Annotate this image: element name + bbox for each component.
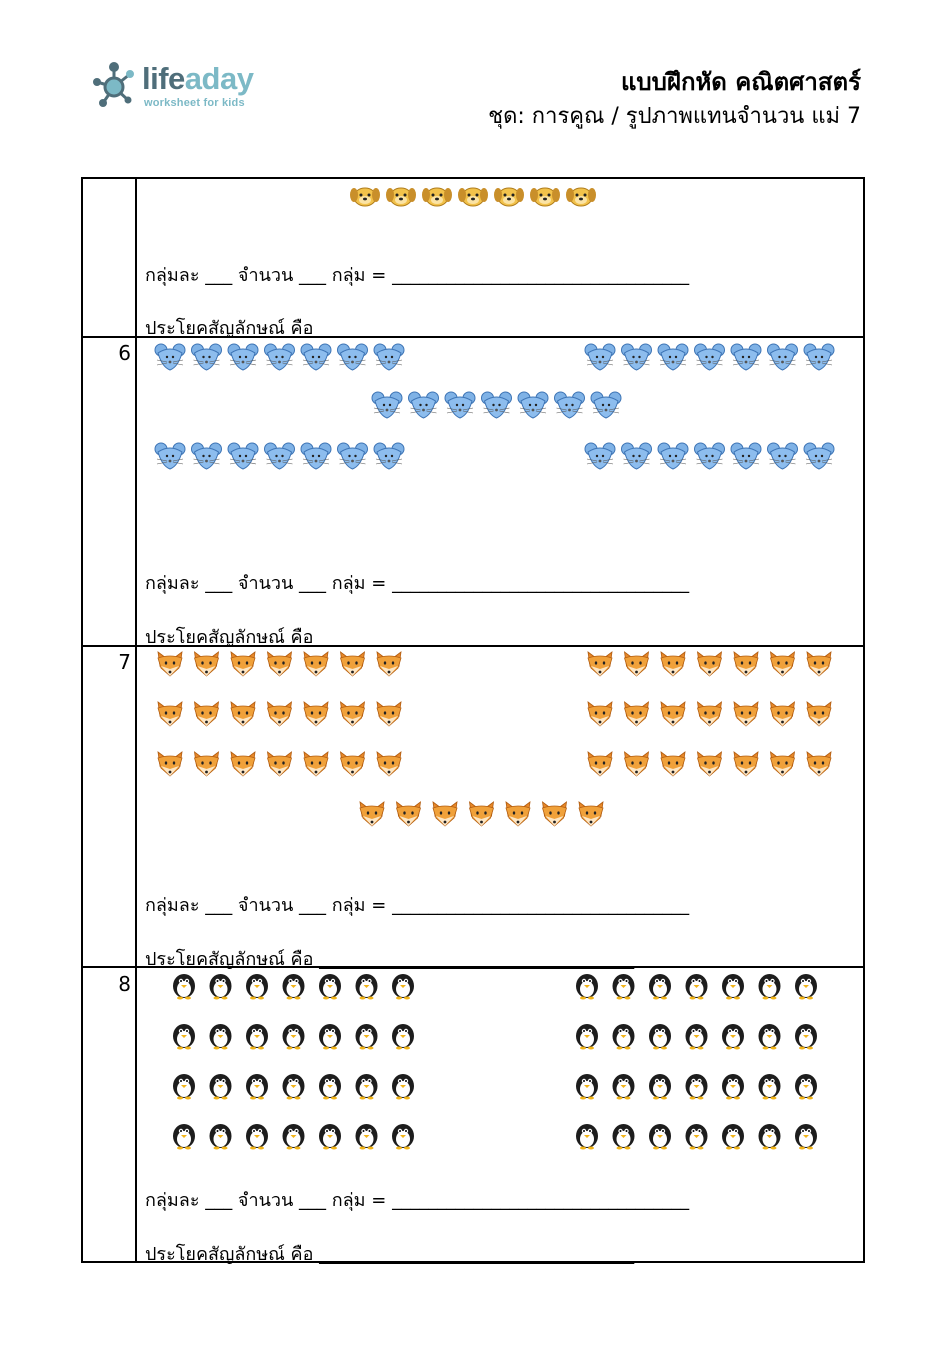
worksheet-table: [81, 177, 865, 1263]
brand-name-part1: life: [142, 61, 185, 96]
answer-line-sentence: ประโยคสัญลักษณ์ คือ ___________________________________: [145, 1244, 635, 1265]
brand-name-part2: aday: [184, 61, 254, 96]
brand-name: [142, 62, 253, 96]
question-number: 7: [118, 650, 131, 674]
answer-line-groups: กลุ่มละ ___ จำนวน ___ กลุ่ม = _________________________________: [145, 1190, 690, 1211]
answer-line-sentence: ประโยคสัญลักษณ์ คือ ___________________________________: [145, 318, 635, 339]
answer-line-sentence: ประโยคสัญลักษณ์ คือ ___________________________________: [145, 949, 635, 970]
brand-tagline: worksheet for kids: [144, 97, 245, 109]
answer-line-sentence: ประโยคสัญลักษณ์ คือ ___________________________________: [145, 627, 635, 648]
molecule-logo-icon: [90, 60, 140, 110]
answer-line-groups: กลุ่มละ ___ จำนวน ___ กลุ่ม = _________________________________: [145, 265, 690, 286]
worksheet-subtitle: ชุด: การคูณ / รูปภาพแทนจำนวน แม่ 7: [488, 104, 861, 129]
answer-line-groups: กลุ่มละ ___ จำนวน ___ กลุ่ม = _________________________________: [145, 573, 690, 594]
answer-line-groups: กลุ่มละ ___ จำนวน ___ กลุ่ม = _________________________________: [145, 895, 690, 916]
worksheet-title: แบบฝึกหัด คณิตศาสตร์: [620, 68, 861, 96]
question-number: 8: [118, 972, 131, 996]
question-number: 6: [118, 341, 131, 365]
number-column-divider: [135, 179, 137, 1261]
logo: [90, 60, 290, 120]
